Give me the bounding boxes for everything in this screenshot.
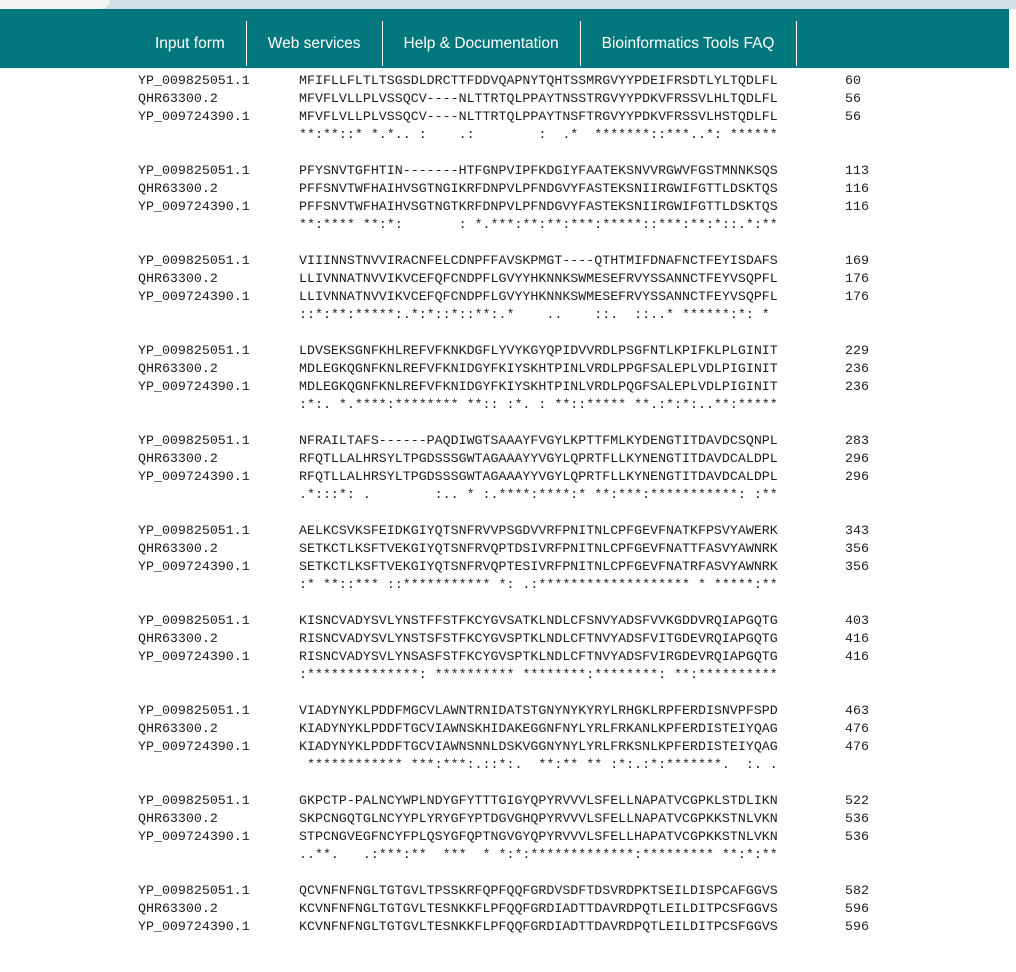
sequence-id: YP_009724390.1 bbox=[138, 739, 250, 754]
consensus-symbols: :*:. *.****:******** **:: :*. : **::***** **.:*:*:..**:***** bbox=[299, 397, 778, 412]
residue-count: 596 bbox=[845, 901, 869, 916]
sequence-id: YP_009825051.1 bbox=[138, 523, 250, 538]
sequence-row bbox=[0, 810, 1016, 828]
sequence-text: QCVNFNFNGLTGTGVLTPSSKRFQPFQQFGRDVSDFTDSVRDPKTSEILDISPCAFGGVS bbox=[299, 883, 778, 898]
consensus-row bbox=[0, 576, 1016, 594]
page-tab bbox=[0, 0, 110, 9]
sequence-row bbox=[0, 648, 1016, 666]
sequence-row bbox=[0, 882, 1016, 900]
sequence-row bbox=[0, 630, 1016, 648]
sequence-text: RISNCVADYSVLYNSASFSTFKCYGVSPTKLNDLCFTNVYADSFVIRGDEVRQIAPGQTG bbox=[299, 649, 778, 664]
sequence-row bbox=[0, 90, 1016, 108]
residue-count: 522 bbox=[845, 793, 869, 808]
sequence-text: SKPCNGQTGLNCYYPLYRYGFYPTDGVGHQPYRVVVLSFELLNAPATVCGPKKSTNLVKN bbox=[299, 811, 778, 826]
sequence-id: YP_009724390.1 bbox=[138, 289, 250, 304]
sequence-row bbox=[0, 702, 1016, 720]
sequence-row bbox=[0, 612, 1016, 630]
residue-count: 476 bbox=[845, 721, 869, 736]
alignment-block bbox=[0, 432, 1016, 504]
residue-count: 236 bbox=[845, 379, 869, 394]
sequence-id: YP_009825051.1 bbox=[138, 613, 250, 628]
residue-count: 60 bbox=[845, 73, 861, 88]
sequence-row bbox=[0, 432, 1016, 450]
sequence-id: YP_009724390.1 bbox=[138, 469, 250, 484]
residue-count: 296 bbox=[845, 469, 869, 484]
sequence-id: QHR63300.2 bbox=[138, 541, 218, 556]
residue-count: 176 bbox=[845, 271, 869, 286]
nav-item-web-services[interactable]: Web services bbox=[247, 21, 383, 66]
residue-count: 296 bbox=[845, 451, 869, 466]
residue-count: 113 bbox=[845, 163, 869, 178]
residue-count: 403 bbox=[845, 613, 869, 628]
residue-count: 176 bbox=[845, 289, 869, 304]
consensus-symbols: :**************: ********** ********:********: **:********** bbox=[299, 667, 778, 682]
sequence-id: QHR63300.2 bbox=[138, 451, 218, 466]
sequence-id: YP_009724390.1 bbox=[138, 829, 250, 844]
sequence-row bbox=[0, 378, 1016, 396]
sequence-row bbox=[0, 522, 1016, 540]
sequence-text: MFVFLVLLPLVSSQCV----NLTTRTQLPPAYTNSFTRGVYYPDKVFRSSVLHSTQDLFL bbox=[299, 109, 778, 124]
nav-item-input-form[interactable]: Input form bbox=[134, 21, 247, 66]
sequence-text: PFFSNVTWFHAIHVSGTNGTKRFDNPVLPFNDGVYFASTEKSNIIRGWIFGTTLDSKTQS bbox=[299, 199, 778, 214]
consensus-symbols: ************ ***:***:.::*:. **:** ** :*:.:*:*******. :. . bbox=[299, 757, 778, 772]
consensus-row bbox=[0, 666, 1016, 684]
sequence-row bbox=[0, 252, 1016, 270]
consensus-row bbox=[0, 216, 1016, 234]
sequence-text: KISNCVADYSVLYNSTFFSTFKCYGVSATKLNDLCFSNVYADSFVVKGDDVRQIAPGQTG bbox=[299, 613, 778, 628]
residue-count: 416 bbox=[845, 649, 869, 664]
residue-count: 283 bbox=[845, 433, 869, 448]
alignment-block bbox=[0, 702, 1016, 774]
sequence-id: QHR63300.2 bbox=[138, 361, 218, 376]
sequence-id: YP_009724390.1 bbox=[138, 919, 250, 934]
sequence-text: LLIVNNATNVVIKVCEFQFCNDPFLGVYYHKNNKSWMESEFRVYSSANNCTFEYVSQPFL bbox=[299, 271, 778, 286]
sequence-id: QHR63300.2 bbox=[138, 811, 218, 826]
sequence-id: YP_009825051.1 bbox=[138, 343, 250, 358]
sequence-row bbox=[0, 900, 1016, 918]
sequence-text: PFFSNVTWFHAIHVSGTNGIKRFDNPVLPFNDGVYFASTEKSNIIRGWIFGTTLDSKTQS bbox=[299, 181, 778, 196]
sequence-text: NFRAILTAFS------PAQDIWGTSAAAYFVGYLKPTTFMLKYDENGTITDAVDCSQNPL bbox=[299, 433, 778, 448]
sequence-id: QHR63300.2 bbox=[138, 631, 218, 646]
nav-item-bioinformatics-faq[interactable]: Bioinformatics Tools FAQ bbox=[581, 21, 797, 66]
consensus-symbols: ..**. .:***:** *** * *:*:*************:********* **:*:** bbox=[299, 847, 778, 862]
sequence-id: YP_009724390.1 bbox=[138, 199, 250, 214]
nav-menu bbox=[134, 21, 797, 66]
sequence-row bbox=[0, 558, 1016, 576]
consensus-row bbox=[0, 126, 1016, 144]
sequence-id: QHR63300.2 bbox=[138, 721, 218, 736]
residue-count: 236 bbox=[845, 361, 869, 376]
sequence-id: YP_009825051.1 bbox=[138, 883, 250, 898]
alignment-block bbox=[0, 522, 1016, 594]
sequence-row bbox=[0, 738, 1016, 756]
residue-count: 169 bbox=[845, 253, 869, 268]
sequence-row bbox=[0, 360, 1016, 378]
residue-count: 596 bbox=[845, 919, 869, 934]
sequence-id: YP_009825051.1 bbox=[138, 433, 250, 448]
alignment-block bbox=[0, 162, 1016, 234]
alignment-result bbox=[0, 72, 1016, 972]
nav-item-help-documentation[interactable]: Help & Documentation bbox=[383, 21, 581, 66]
sequence-text: MDLEGKQGNFKNLREFVFKNIDGYFKIYSKHTPINLVRDLPQGFSALEPLVDLPIGINIT bbox=[299, 379, 778, 394]
residue-count: 463 bbox=[845, 703, 869, 718]
browser-top-strip bbox=[0, 0, 1016, 9]
sequence-text: AELKCSVKSFEIDKGIYQTSNFRVVPSGDVVRFPNITNLCPFGEVFNATKFPSVYAWERK bbox=[299, 523, 778, 538]
residue-count: 416 bbox=[845, 631, 869, 646]
residue-count: 356 bbox=[845, 559, 869, 574]
sequence-id: YP_009825051.1 bbox=[138, 163, 250, 178]
alignment-block bbox=[0, 882, 1016, 954]
consensus-symbols: **:**::* *.*.. : .: : .* *******::***..*: ****** bbox=[299, 127, 778, 142]
sequence-row bbox=[0, 288, 1016, 306]
sequence-text: KIADYNYKLPDDFTGCVIAWNSNNLDSKVGGNYNYLYRLFRKSNLKPFERDISTEIYQAG bbox=[299, 739, 778, 754]
sequence-row bbox=[0, 720, 1016, 738]
residue-count: 56 bbox=[845, 91, 861, 106]
sequence-text: MFVFLVLLPLVSSQCV----NLTTRTQLPPAYTNSSTRGVYYPDKVFRSSVLHLTQDLFL bbox=[299, 91, 778, 106]
sequence-row bbox=[0, 108, 1016, 126]
sequence-row bbox=[0, 342, 1016, 360]
sequence-text: MDLEGKQGNFKNLREFVFKNIDGYFKIYSKHTPINLVRDLPPGFSALEPLVDLPIGINIT bbox=[299, 361, 778, 376]
consensus-symbols: .*:::*: . :.. * :.****:****:* **:***:***********: :** bbox=[299, 487, 778, 502]
sequence-id: YP_009825051.1 bbox=[138, 793, 250, 808]
sequence-row bbox=[0, 72, 1016, 90]
sequence-id: QHR63300.2 bbox=[138, 901, 218, 916]
sequence-id: YP_009825051.1 bbox=[138, 703, 250, 718]
consensus-symbols: **:**** **:*: : *.***:**:**:***:*****::***:**:*::.*:** bbox=[299, 217, 778, 232]
residue-count: 356 bbox=[845, 541, 869, 556]
sequence-row bbox=[0, 180, 1016, 198]
sequence-id: YP_009825051.1 bbox=[138, 253, 250, 268]
sequence-row bbox=[0, 468, 1016, 486]
consensus-row bbox=[0, 756, 1016, 774]
sequence-text: LLIVNNATNVVIKVCEFQFCNDPFLGVYYHKNNKSWMESEFRVYSSANNCTFEYVSQPFL bbox=[299, 289, 778, 304]
sequence-text: PFYSNVTGFHTIN-------HTFGNPVIPFKDGIYFAATEKSNVVRGWVFGSTMNNKSQS bbox=[299, 163, 778, 178]
residue-count: 56 bbox=[845, 109, 861, 124]
residue-count: 476 bbox=[845, 739, 869, 754]
sequence-text: SETKCTLKSFTVEKGIYQTSNFRVQPTESIVRFPNITNLCPFGEVFNATRFASVYAWNRK bbox=[299, 559, 778, 574]
sequence-row bbox=[0, 198, 1016, 216]
alignment-block bbox=[0, 252, 1016, 324]
sequence-text: VIADYNYKLPDDFMGCVLAWNTRNIDATSTGNYNYKYRYLRHGKLRPFERDISNVPFSPD bbox=[299, 703, 778, 718]
sequence-text: SETKCTLKSFTVEKGIYQTSNFRVQPTDSIVRFPNITNLCPFGEVFNATTFASVYAWNRK bbox=[299, 541, 778, 556]
sequence-text: MFIFLLFLTLTSGSDLDRCTTFDDVQAPNYTQHTSSMRGVYYPDEIFRSDTLYLTQDLFL bbox=[299, 73, 778, 88]
sequence-text: STPCNGVEGFNCYFPLQSYGFQPTNGVGYQPYRVVVLSFELLHAPATVCGPKKSTNLVKN bbox=[299, 829, 778, 844]
sequence-text: RFQTLLALHRSYLTPGDSSSGWTAGAAAYYVGYLQPRTFLLKYNENGTITDAVDCALDPL bbox=[299, 451, 778, 466]
consensus-symbols: :* **::*** ::*********** *: .:******************* * *****:** bbox=[299, 577, 778, 592]
sequence-text: RFQTLLALHRSYLTPGDSSSGWTAGAAAYYVGYLQPRTFLLKYNENGTITDAVDCALDPL bbox=[299, 469, 778, 484]
sequence-id: QHR63300.2 bbox=[138, 181, 218, 196]
sequence-row bbox=[0, 828, 1016, 846]
sequence-text: KCVNFNFNGLTGTGVLTESNKKFLPFQQFGRDIADTTDAVRDPQTLEILDITPCSFGGVS bbox=[299, 901, 778, 916]
sequence-text: LDVSEKSGNFKHLREFVFKNKDGFLYVYKGYQPIDVVRDLPSGFNTLKPIFKLPLGINIT bbox=[299, 343, 778, 358]
sequence-row bbox=[0, 918, 1016, 936]
residue-count: 229 bbox=[845, 343, 869, 358]
residue-count: 116 bbox=[845, 181, 869, 196]
sequence-text: GKPCTP-PALNCYWPLNDYGFYTTTGIGYQPYRVVVLSFELLNAPATVCGPKLSTDLIKN bbox=[299, 793, 778, 808]
sequence-id: QHR63300.2 bbox=[138, 271, 218, 286]
residue-count: 343 bbox=[845, 523, 869, 538]
residue-count: 536 bbox=[845, 811, 869, 826]
sequence-id: QHR63300.2 bbox=[138, 91, 218, 106]
sequence-row bbox=[0, 792, 1016, 810]
sequence-text: KIADYNYKLPDDFTGCVIAWNSKHIDAKEGGNFNYLYRLFRKANLKPFERDISTEIYQAG bbox=[299, 721, 778, 736]
residue-count: 582 bbox=[845, 883, 869, 898]
nav-bar bbox=[0, 9, 1009, 68]
sequence-text: KCVNFNFNGLTGTGVLTESNKKFLPFQQFGRDIADTTDAVRDPQTLEILDITPCSFGGVS bbox=[299, 919, 778, 934]
sequence-id: YP_009724390.1 bbox=[138, 379, 250, 394]
consensus-row bbox=[0, 846, 1016, 864]
sequence-row bbox=[0, 450, 1016, 468]
alignment-block bbox=[0, 792, 1016, 864]
consensus-row bbox=[0, 486, 1016, 504]
alignment-block bbox=[0, 612, 1016, 684]
sequence-text: RISNCVADYSVLYNSTSFSTFKCYGVSPTKLNDLCFTNVYADSFVITGDEVRQIAPGQTG bbox=[299, 631, 778, 646]
residue-count: 116 bbox=[845, 199, 869, 214]
sequence-row bbox=[0, 540, 1016, 558]
alignment-block bbox=[0, 72, 1016, 144]
residue-count: 536 bbox=[845, 829, 869, 844]
sequence-row bbox=[0, 270, 1016, 288]
sequence-row bbox=[0, 162, 1016, 180]
sequence-id: YP_009825051.1 bbox=[138, 73, 250, 88]
alignment-block bbox=[0, 342, 1016, 414]
sequence-id: YP_009724390.1 bbox=[138, 649, 250, 664]
consensus-row bbox=[0, 396, 1016, 414]
sequence-text: VIIINNSTNVVIRACNFELCDNPFFAVSKPMGT----QTHTMIFDNAFNCTFEYISDAFS bbox=[299, 253, 778, 268]
consensus-symbols: ::*:**:*****:.*:*::*::**:.* .. ::. ::..* ******:*: * bbox=[299, 307, 770, 322]
sequence-id: YP_009724390.1 bbox=[138, 559, 250, 574]
sequence-id: YP_009724390.1 bbox=[138, 109, 250, 124]
consensus-row bbox=[0, 306, 1016, 324]
